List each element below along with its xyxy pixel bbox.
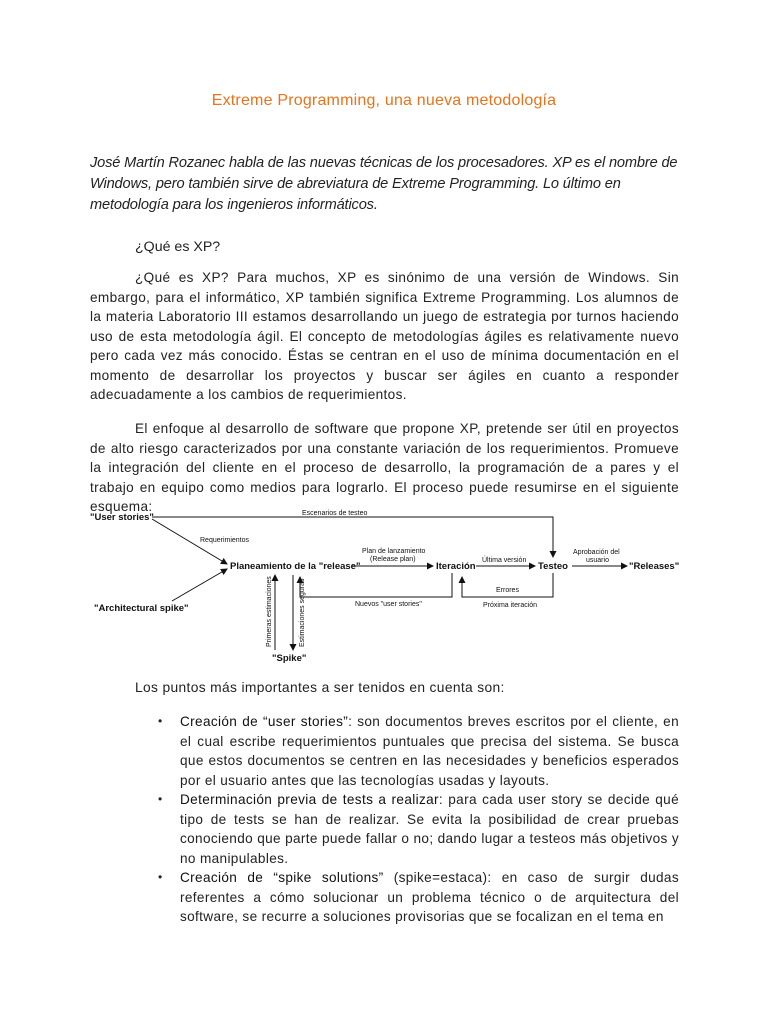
diagram-requerimientos: Requerimientos (200, 537, 250, 544)
list-item-term: Creación de “user stories” (180, 714, 349, 729)
xp-process-diagram (80, 505, 690, 665)
list-item-text: : para cada user story se decide qué tipo de tests se han de realizar. Se evita la posibilidad de crear pruebas conociendo que parte puede fallar o no; dando lugar a testeos más objetivos y no manipulables. (180, 792, 679, 866)
diagram-primeras-estimaciones: Primeras estimaciones (266, 576, 273, 647)
diagram-user-stories: "User stories" (90, 512, 154, 523)
bullet-icon: • (158, 714, 163, 728)
diagram-plan-lanzamiento-2: (Release plan) (370, 556, 416, 563)
key-points-list (158, 712, 679, 927)
diagram-escenarios: Escenarios de testeo (302, 510, 368, 517)
points-intro: Los puntos más importantes a ser tenidos en cuenta son: (135, 680, 505, 695)
diagram-planeamiento: Planeamiento de la "release" (230, 561, 361, 572)
diagram-testeo: Testeo (538, 561, 568, 572)
list-item-term: Determinación previa de tests a realizar (180, 792, 439, 807)
bullet-icon: • (158, 870, 163, 884)
diagram-plan-lanzamiento-1: Plan de lanzamiento (362, 548, 426, 555)
diagram-errores: Errores (496, 587, 519, 594)
list-item (158, 868, 679, 927)
diagram-aprobacion-1: Aprobación del (573, 549, 620, 556)
document-title: Extreme Programming, una nueva metodología (211, 92, 557, 109)
diagram-nuevos-user-stories: Nuevos "user stories" (355, 601, 422, 608)
intro-paragraph: José Martín Rozanec habla de las nuevas técnicas de los procesadores. XP es el nombre de Windows, pero también sirve de abreviatura de Extreme Programming. Lo último en metodología para los ingenieros informáticos. (90, 155, 678, 213)
body-paragraph-1: ¿Qué es XP? Para muchos, XP es sinónimo de una versión de Windows. Sin embargo, para el informático, XP también significa Extreme Programming. Los alumnos de la materia Laboratorio III estamos desarrollando un juego de estrategia por turnos haciendo uso de esta metodología ágil. El concepto de metodologías ágiles es relativamente nuevo pero cada vez más conocido. Éstas se centran en el uso de mínima documentación en el momento de desarrollar los proyectos y buscar ser ágiles en cuanto a responder adecuadamente a los cambios de requerimientos. (90, 270, 679, 402)
diagram-iteracion: Iteración (436, 561, 476, 572)
list-item (158, 712, 679, 790)
diagram-releases: "Releases" (629, 561, 680, 572)
diagram-ultima-version: Última versión (482, 557, 527, 564)
diagram-architectural-spike: "Architectural spike" (94, 603, 189, 614)
diagram-proxima-iteracion: Próxima iteración (483, 602, 538, 609)
diagram-estimaciones-seguras: Estimaciones seguras (299, 578, 306, 647)
list-item (158, 790, 679, 868)
list-item-term: Creación de “spike solutions” (180, 870, 384, 885)
list-item-text: : son documentos breves escritos por el cliente, en el cual escribe requerimientos puntuales que precisa del sistema. Se busca que estos documentos se centren en las necesidades y beneficios esperados por el usuario antes que las tecnologías usadas y layouts. (180, 714, 679, 788)
list-item-text: (spike=estaca): en caso de surgir dudas referentes a cómo solucionar un problema técnico o de arquitectura del software, se recurre a soluciones provisorias que se focalizan en el tema en (180, 870, 679, 924)
diagram-aprobacion-2: usuario (586, 557, 609, 564)
diagram-spike: "Spike" (272, 653, 307, 664)
body-paragraph-2: El enfoque al desarrollo de software que propone XP, pretende ser útil en proyectos de alto riesgo caracterizados por una constante variación de los requerimientos. Promueve la integración del cliente en el proceso de desarrollo, la programación de a pares y el trabajo en equipo como medios para lograrlo. El proceso puede resumirse en el siguiente esquema: (90, 421, 679, 514)
section-heading: ¿Qué es XP? (135, 239, 221, 255)
bullet-icon: • (158, 792, 163, 806)
